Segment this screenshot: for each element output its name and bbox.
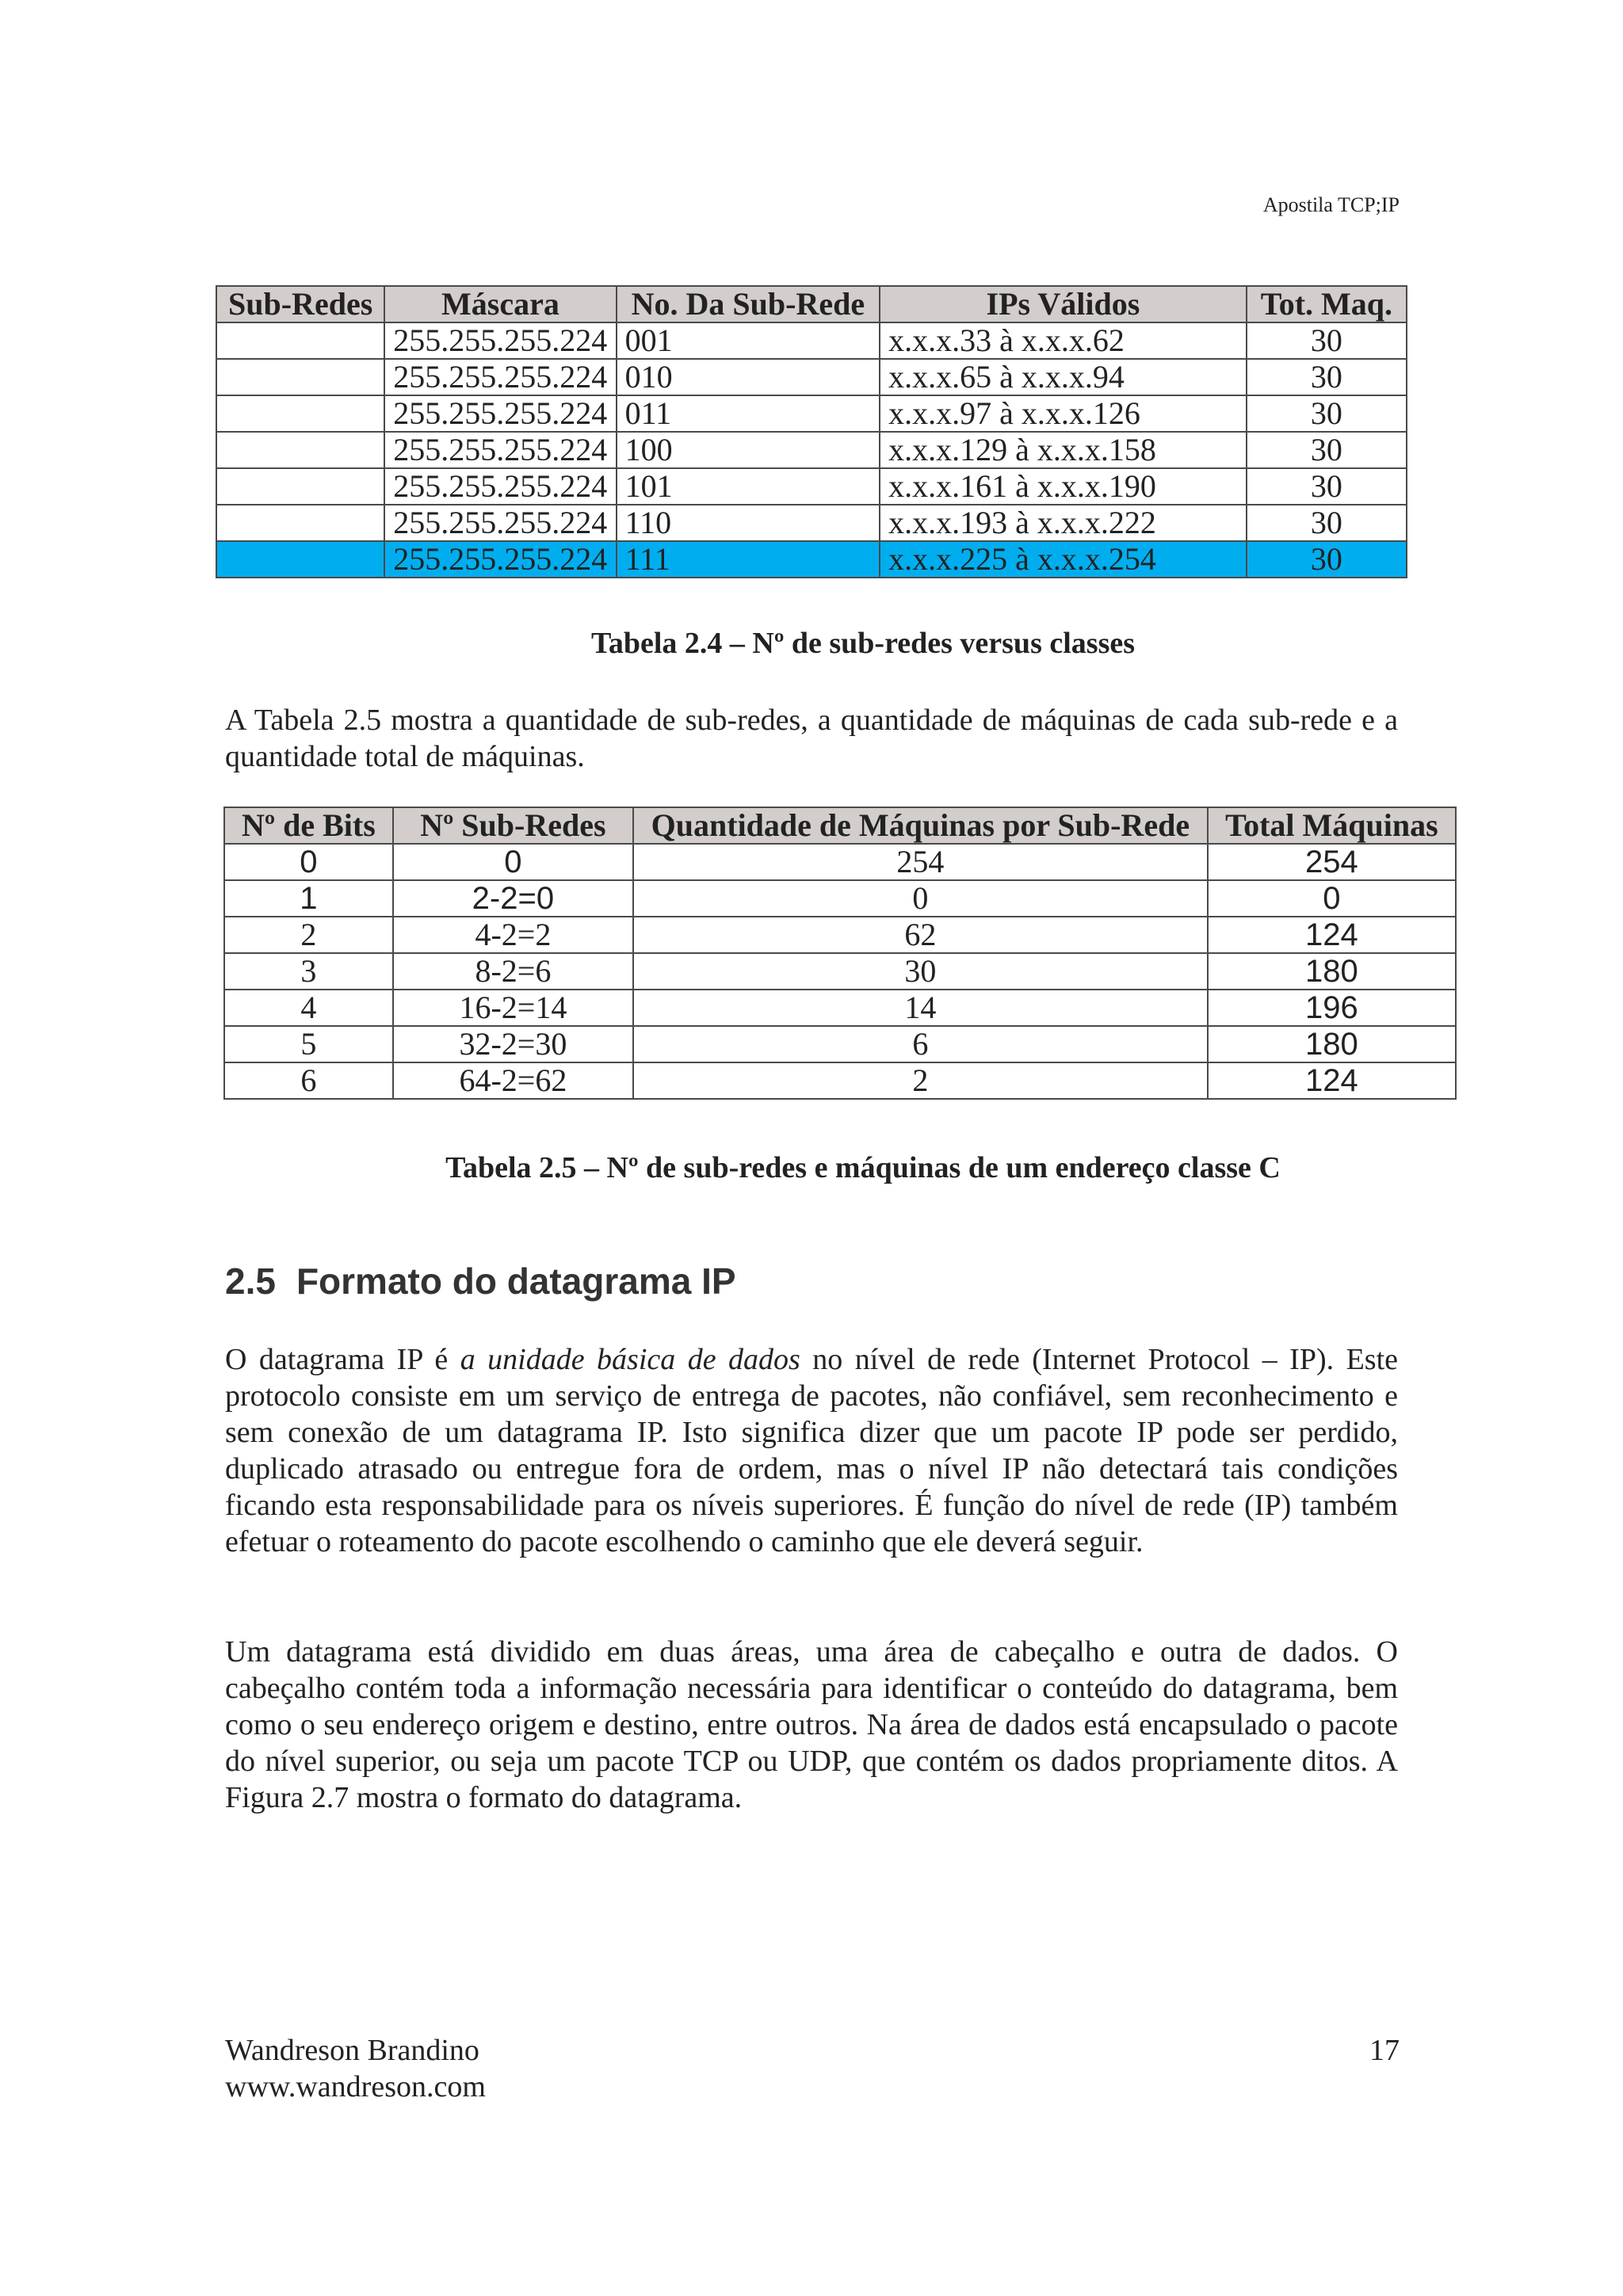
table-row bbox=[224, 880, 1456, 917]
table-cell: 010 bbox=[617, 359, 880, 395]
table-cell: 255.255.255.224 bbox=[384, 541, 616, 578]
table-row bbox=[216, 359, 1407, 395]
table-cell: x.x.x.225 à x.x.x.254 bbox=[880, 541, 1247, 578]
table-cell: 180 bbox=[1208, 953, 1456, 990]
table-row bbox=[224, 990, 1456, 1026]
table-cell bbox=[216, 322, 384, 359]
table-cell: 254 bbox=[633, 844, 1208, 880]
table-cell: 0 bbox=[1208, 880, 1456, 917]
table-cell: 30 bbox=[1247, 432, 1407, 468]
paragraph-text: O datagrama IP é bbox=[225, 1343, 460, 1376]
column-header: Quantidade de Máquinas por Sub-Rede bbox=[633, 807, 1208, 844]
table-cell: 180 bbox=[1208, 1026, 1456, 1062]
table-row bbox=[216, 505, 1407, 541]
table-cell: 6 bbox=[633, 1026, 1208, 1062]
table-cell: 011 bbox=[617, 395, 880, 432]
table-cell: 30 bbox=[633, 953, 1208, 990]
table-cell: 64-2=62 bbox=[393, 1062, 633, 1099]
table-cell bbox=[216, 395, 384, 432]
table-cell: 30 bbox=[1247, 468, 1407, 505]
table-cell: 30 bbox=[1247, 541, 1407, 578]
table-row-highlighted bbox=[216, 541, 1407, 578]
table-row bbox=[224, 844, 1456, 880]
table-cell: 2-2=0 bbox=[393, 880, 633, 917]
table-cell: 254 bbox=[1208, 844, 1456, 880]
table-cell: 110 bbox=[617, 505, 880, 541]
table-row bbox=[224, 1062, 1456, 1099]
column-header: Máscara bbox=[384, 286, 616, 322]
table-cell: 32-2=30 bbox=[393, 1026, 633, 1062]
column-header: Nº Sub-Redes bbox=[393, 807, 633, 844]
table-cell: 255.255.255.224 bbox=[384, 395, 616, 432]
footer-author-block bbox=[225, 2032, 486, 2105]
column-header: Total Máquinas bbox=[1208, 807, 1456, 844]
table-cell: 4 bbox=[224, 990, 393, 1026]
table-cell: 30 bbox=[1247, 395, 1407, 432]
running-header: Apostila TCP;IP bbox=[1262, 193, 1400, 216]
table-cell: 196 bbox=[1208, 990, 1456, 1026]
table-cell: 101 bbox=[617, 468, 880, 505]
table-cell: 255.255.255.224 bbox=[384, 359, 616, 395]
column-header: No. Da Sub-Rede bbox=[617, 286, 880, 322]
table-header-row bbox=[224, 807, 1456, 844]
table-cell: 0 bbox=[224, 844, 393, 880]
table-cell bbox=[216, 432, 384, 468]
table-cell: 255.255.255.224 bbox=[384, 505, 616, 541]
footer-website: www.wandreson.com bbox=[225, 2070, 486, 2103]
table-cell: 0 bbox=[633, 880, 1208, 917]
body-paragraph: Um datagrama está dividido em duas áreas, uma área de cabeçalho e outra de dados. O cabeçalho contém toda a informação necessária para identificar o conteúdo do datagrama, bem como o seu endereço origem e destino, entre outros. Na área de dados está encapsulado o pacote do nível superior, ou seja um pacote TCP ou UDP, que contém os dados propriamente ditos. A Figura 2.7 mostra o formato do datagrama. bbox=[225, 1635, 1398, 1814]
section-heading bbox=[225, 1260, 736, 1302]
paragraph-text: no nível de rede (Internet Protocol – IP). Este protocolo consiste em um serviço de entrega de pacotes, não confiável, sem reconhecimento e sem conexão de um datagrama IP. Isto significa dizer que um pacote IP pode ser perdido, duplicado atrasado ou entregue fora de ordem, mas o nível IP não detectará tais condições ficando esta responsabilidade para os níveis superiores. É função do nível de rede (IP) também efetuar o roteamento do pacote escolhendo o caminho que ele deverá seguir. bbox=[225, 1343, 1398, 1558]
table-row bbox=[224, 917, 1456, 953]
table-row bbox=[216, 432, 1407, 468]
table-cell: 124 bbox=[1208, 917, 1456, 953]
table-cell: 4-2=2 bbox=[393, 917, 633, 953]
footer-author: Wandreson Brandino bbox=[225, 2034, 479, 2067]
table-cell: x.x.x.193 à x.x.x.222 bbox=[880, 505, 1247, 541]
intro-paragraph: A Tabela 2.5 mostra a quantidade de sub-redes, a quantidade de máquinas de cada sub-rede e a quantidade total de máquinas. bbox=[225, 704, 1398, 773]
table-cell: 6 bbox=[224, 1062, 393, 1099]
table-row bbox=[224, 953, 1456, 990]
section-number: 2.5 bbox=[225, 1261, 276, 1302]
section-title: Formato do datagrama IP bbox=[296, 1261, 736, 1302]
table-cell: 255.255.255.224 bbox=[384, 322, 616, 359]
table-cell: 255.255.255.224 bbox=[384, 468, 616, 505]
column-header: Nº de Bits bbox=[224, 807, 393, 844]
table-cell: 62 bbox=[633, 917, 1208, 953]
table-cell bbox=[216, 505, 384, 541]
table-caption: Tabela 2.5 – Nº de sub-redes e máquinas de um endereço classe C bbox=[445, 1151, 1281, 1184]
table-cell bbox=[216, 468, 384, 505]
table-cell: 30 bbox=[1247, 505, 1407, 541]
column-header: IPs Válidos bbox=[880, 286, 1247, 322]
machines-table bbox=[223, 807, 1457, 1100]
table-cell: 5 bbox=[224, 1026, 393, 1062]
table-cell: 16-2=14 bbox=[393, 990, 633, 1026]
table-cell: 255.255.255.224 bbox=[384, 432, 616, 468]
table-cell: 001 bbox=[617, 322, 880, 359]
table-cell bbox=[216, 359, 384, 395]
table-row bbox=[216, 468, 1407, 505]
subnet-table bbox=[216, 285, 1407, 578]
table-cell: x.x.x.129 à x.x.x.158 bbox=[880, 432, 1247, 468]
table-row bbox=[216, 322, 1407, 359]
paragraph-emphasis: a unidade básica de dados bbox=[460, 1343, 800, 1376]
table-header-row bbox=[216, 286, 1407, 322]
table-cell: 124 bbox=[1208, 1062, 1456, 1099]
column-header: Sub-Redes bbox=[216, 286, 384, 322]
page-number: 17 bbox=[1369, 2034, 1400, 2067]
table-cell: 0 bbox=[393, 844, 633, 880]
table-row bbox=[216, 395, 1407, 432]
table-cell: 1 bbox=[224, 880, 393, 917]
table-cell: x.x.x.65 à x.x.x.94 bbox=[880, 359, 1247, 395]
table-cell: 111 bbox=[617, 541, 880, 578]
body-paragraph bbox=[225, 1341, 1398, 1560]
column-header: Tot. Maq. bbox=[1247, 286, 1407, 322]
table-cell: 14 bbox=[633, 990, 1208, 1026]
table-cell: 2 bbox=[224, 917, 393, 953]
table-caption: Tabela 2.4 – Nº de sub-redes versus classes bbox=[590, 627, 1136, 660]
table-cell: x.x.x.33 à x.x.x.62 bbox=[880, 322, 1247, 359]
table-cell: x.x.x.97 à x.x.x.126 bbox=[880, 395, 1247, 432]
table-cell bbox=[216, 541, 384, 578]
table-cell: 30 bbox=[1247, 322, 1407, 359]
table-cell: x.x.x.161 à x.x.x.190 bbox=[880, 468, 1247, 505]
table-cell: 3 bbox=[224, 953, 393, 990]
table-cell: 100 bbox=[617, 432, 880, 468]
table-row bbox=[224, 1026, 1456, 1062]
table-cell: 8-2=6 bbox=[393, 953, 633, 990]
table-cell: 30 bbox=[1247, 359, 1407, 395]
table-cell: 2 bbox=[633, 1062, 1208, 1099]
